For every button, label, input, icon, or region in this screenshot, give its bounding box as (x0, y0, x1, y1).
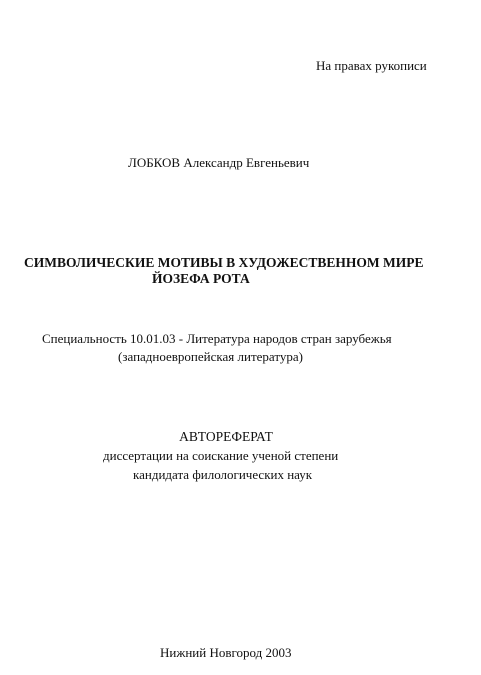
dissertation-title-line-2: ЙОЗЕФА РОТА (152, 271, 250, 286)
dissertation-title-line-1: СИМВОЛИЧЕСКИЕ МОТИВЫ В ХУДОЖЕСТВЕННОМ МИРЕ (24, 255, 424, 270)
specialty-subfield: (западноевропейская литература) (118, 349, 303, 364)
abstract-heading: АВТОРЕФЕРАТ (179, 429, 273, 444)
manuscript-rights-note: На правах рукописи (316, 58, 427, 73)
abstract-degree-line-2: кандидата филологических наук (133, 467, 313, 482)
specialty-line: Специальность 10.01.03 - Литература народов стран зарубежья (42, 331, 392, 346)
author-name: ЛОБКОВ Александр Евгеньевич (128, 155, 310, 170)
place-and-year: Нижний Новгород 2003 (160, 645, 292, 660)
abstract-degree-line-1: диссертации на соискание ученой степени (103, 448, 339, 463)
